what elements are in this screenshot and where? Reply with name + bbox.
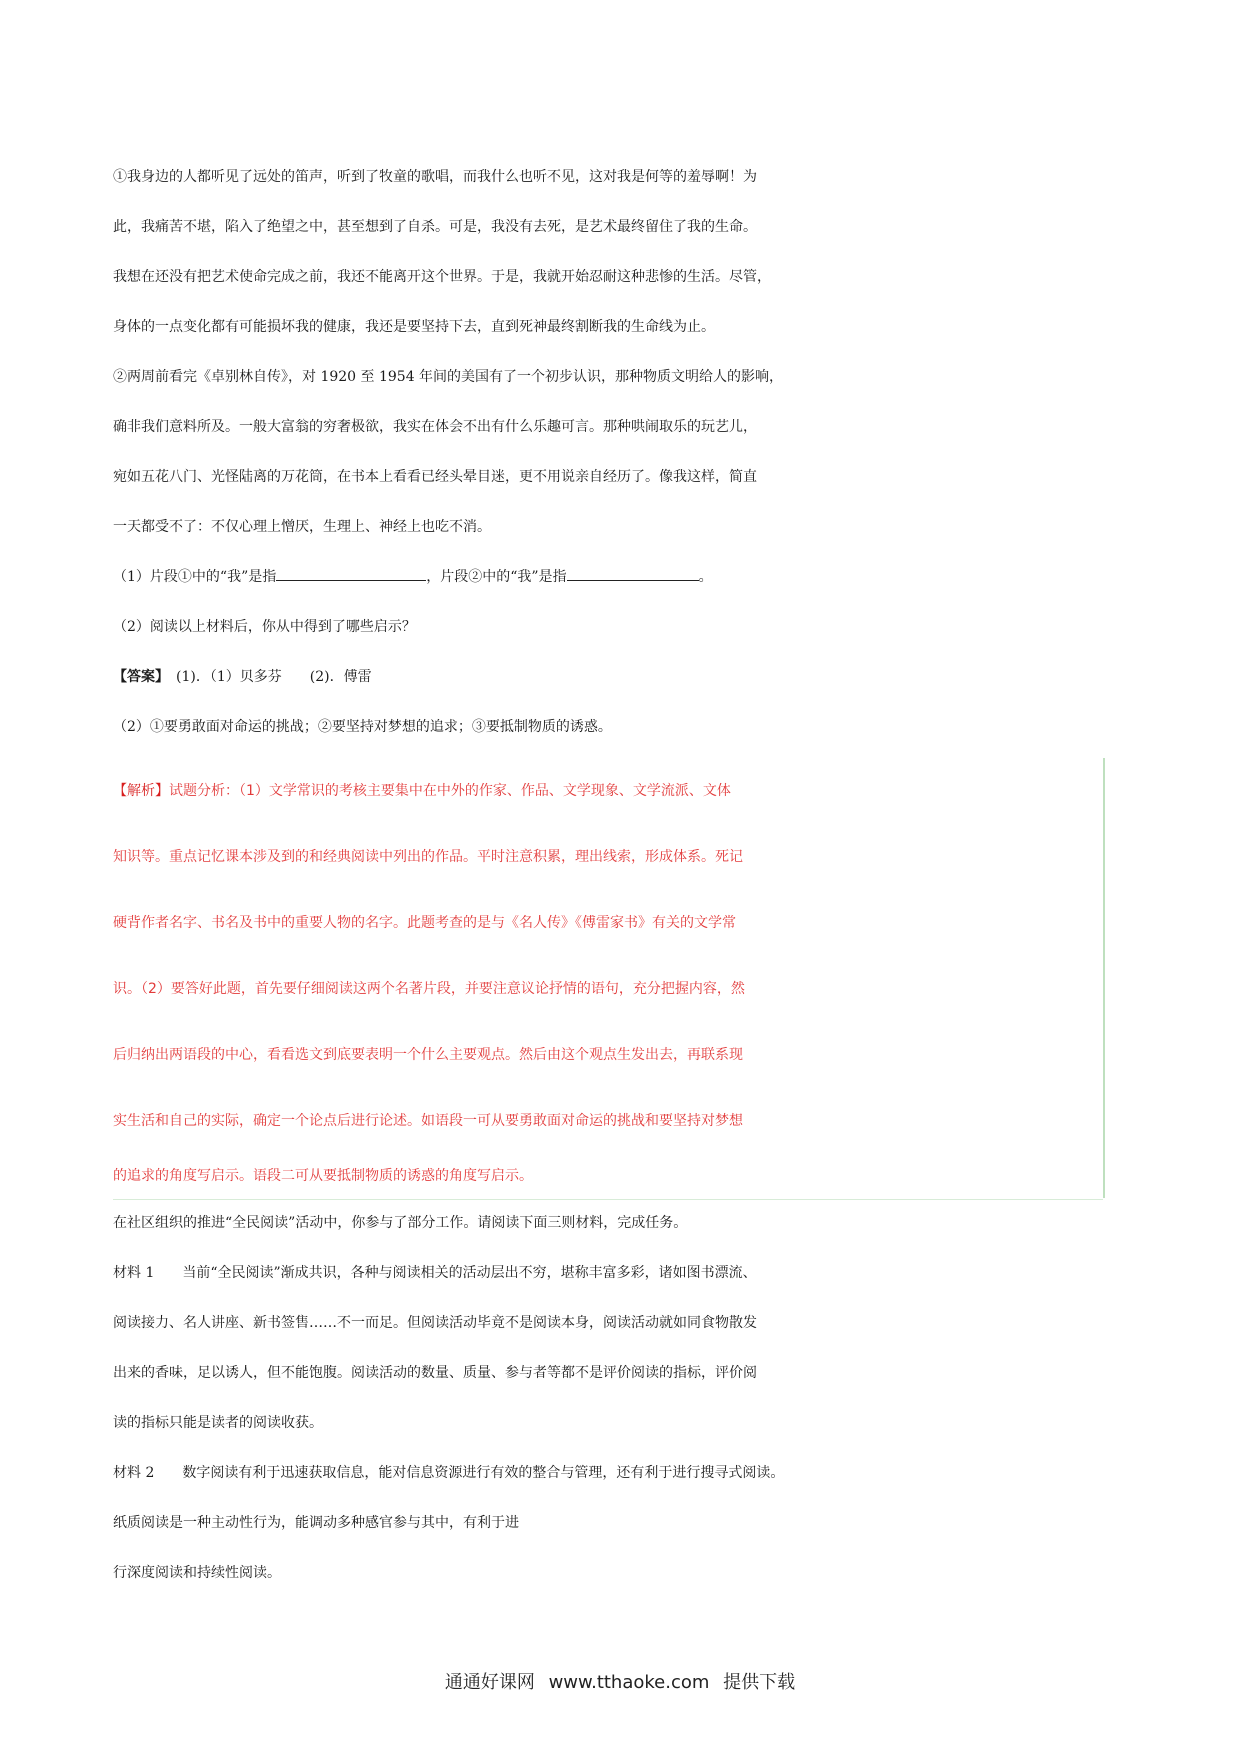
answer-line-1 — [113, 652, 1143, 702]
passage-1-line-2: 此，我痛苦不堪，陷入了绝望之中，甚至想到了自杀。可是，我没有去死，是艺术最终留住了我的生命。 — [113, 219, 757, 235]
material-2-line-3: 行深度阅读和持续性阅读。 — [113, 1565, 281, 1581]
analysis-box — [113, 758, 1105, 1198]
material-2-line-1: 材料 2 数字阅读有利于迅速获取信息，能对信息资源进行有效的整合与管理，还有利于进行搜寻式阅读。 — [113, 1465, 785, 1481]
analysis-line-1-text: 试题分析：（1）文学常识的考核主要集中在中外的作家、作品、文学现象、文学流派、文体 — [169, 783, 731, 799]
passage-2-line-1: ②两周前看完《卓别林自传》，对 1920 至 1954 年间的美国有了一个初步认识，那种物质文明给人的影响， — [113, 369, 784, 385]
analysis-line-3: 硬背作者名字、书名及书中的重要人物的名字。此题考查的是与《名人传》《傅雷家书》有关的文学常 — [113, 915, 736, 931]
passage-2-line-2: 确非我们意料所及。一般大富翁的穷奢极欲，我实在体会不出有什么乐趣可言。那种哄闹取乐的玩艺儿， — [113, 419, 757, 435]
question-2: （2）阅读以上材料后，你从中得到了哪些启示？ — [113, 619, 416, 635]
answer-blank-1 — [276, 558, 426, 581]
question-1-suffix: 。 — [698, 569, 713, 585]
page-footer — [0, 1668, 1240, 1694]
material-1-line-4: 读的指标只能是读者的阅读收获。 — [113, 1415, 323, 1431]
material-2-line-2: 纸质阅读是一种主动性行为，能调动多种感官参与其中，有利于进 — [113, 1515, 519, 1531]
footer-url[interactable]: www.tthaoke.com — [548, 1672, 710, 1693]
community-intro: 在社区组织的推进“全民阅读”活动中，你参与了部分工作。请阅读下面三则材料，完成任务。 — [113, 1215, 688, 1231]
analysis-line-1 — [113, 758, 1103, 824]
footer-note: 提供下载 — [723, 1672, 796, 1693]
analysis-line-6: 实生活和自己的实际，确定一个论点后进行论述。如语段一可从要勇敢面对命运的挑战和要坚持对梦想 — [113, 1113, 743, 1129]
analysis-bottom-rule — [113, 1199, 1103, 1200]
passage-1-line-4: 身体的一点变化都有可能损坏我的健康，我还是要坚持下去，直到死神最终割断我的生命线为止。 — [113, 319, 715, 335]
answer-line-2: （2）①要勇敢面对命运的挑战；②要坚持对梦想的追求；③要抵制物质的诱惑。 — [113, 719, 612, 735]
answer-tag: 【答案】 — [113, 669, 162, 685]
footer-site-name: 通通好课网 — [444, 1672, 535, 1693]
passage-2-line-3: 宛如五花八门、光怪陆离的万花筒，在书本上看看已经头晕目迷，更不用说亲自经历了。像我这样，简直 — [113, 469, 757, 485]
material-1-line-2: 阅读接力、名人讲座、新书签售……不一而足。但阅读活动毕竟不是阅读本身，阅读活动就如同食物散发 — [113, 1315, 757, 1331]
analysis-line-7: 的追求的角度写启示。语段二可从要抵制物质的诱惑的角度写启示。 — [113, 1168, 533, 1184]
answer-blank-2 — [567, 558, 699, 581]
analysis-line-2: 知识等。重点记忆课本涉及到的和经典阅读中列出的作品。平时注意积累，理出线索，形成体系。死记 — [113, 849, 743, 865]
document-page — [113, 152, 1143, 1598]
question-1 — [113, 552, 1143, 602]
passage-1-line-1: ①我身边的人都听见了远处的笛声，听到了牧童的歌唱，而我什么也听不见，这对我是何等的羞辱啊！为 — [113, 169, 757, 185]
question-1-middle: ，片段②中的“我”是指 — [426, 569, 567, 585]
analysis-tag: 【解析】 — [113, 783, 169, 799]
passage-1-line-3: 我想在还没有把艺术使命完成之前，我还不能离开这个世界。于是，我就开始忍耐这种悲惨的生活。尽管， — [113, 269, 771, 285]
analysis-line-5: 后归纳出两语段的中心，看看选文到底要表明一个什么主要观点。然后由这个观点生发出去，再联系现 — [113, 1047, 743, 1063]
question-1-prefix: （1）片段①中的“我”是指 — [113, 569, 277, 585]
material-1-line-1: 材料 1 当前“全民阅读”渐成共识，各种与阅读相关的活动层出不穷，堪称丰富多彩，诸如图书漂流、 — [113, 1265, 757, 1281]
answer-line-1-text: (1)．（1）贝多芬 (2)．傅雷 — [162, 669, 372, 685]
analysis-line-4: 识。（2）要答好此题，首先要仔细阅读这两个名著片段，并要注意议论抒情的语句，充分把握内容，然 — [113, 981, 745, 997]
material-1-line-3: 出来的香味，足以诱人，但不能饱腹。阅读活动的数量、质量、参与者等都不是评价阅读的指标，评价阅 — [113, 1365, 757, 1381]
passage-2-line-4: 一天都受不了：不仅心理上憎厌，生理上、神经上也吃不消。 — [113, 519, 491, 535]
